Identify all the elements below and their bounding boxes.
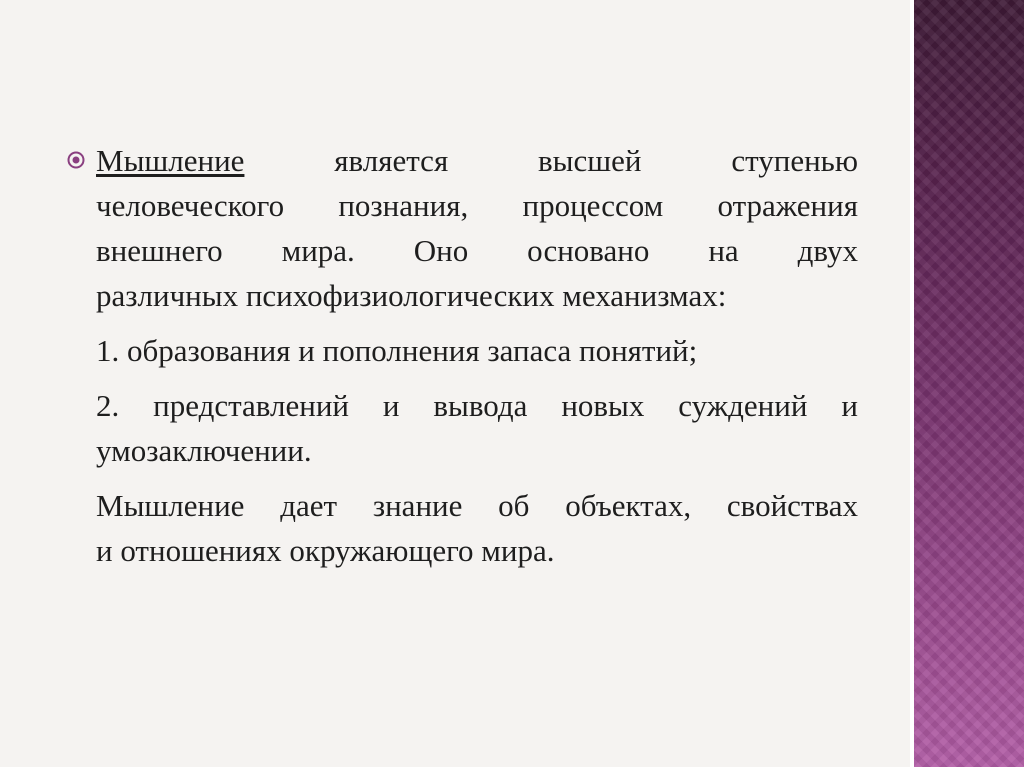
circle-dot-bullet-icon xyxy=(66,150,86,170)
word-highest: высшей xyxy=(538,143,642,178)
slide-text xyxy=(96,138,858,573)
definition-line-3: внешнего мира. Оно основано на двух xyxy=(96,233,858,268)
summary-line-1: Мышление дает знание об объектах, свойствах xyxy=(96,488,858,523)
definition-line-2: человеческого познания, процессом отражения xyxy=(96,188,858,223)
paragraph-summary xyxy=(96,483,858,573)
definition-line-4: различных психофизиологических механизмах: xyxy=(96,278,727,313)
definition-line-1 xyxy=(96,138,858,183)
list-item-1-text: 1. образования и пополнения запаса понятий; xyxy=(96,333,698,368)
paragraph-definition xyxy=(96,138,858,318)
term-thinking: Мышление xyxy=(96,143,245,178)
list-item-2 xyxy=(96,383,858,473)
list-item-2-line-2: умозаключении. xyxy=(96,433,312,468)
decorative-side-band xyxy=(914,0,1024,767)
word-step: ступенью xyxy=(731,143,858,178)
summary-line-2: и отношениях окружающего мира. xyxy=(96,533,555,568)
list-item-2-line-1: 2. представлений и вывода новых суждений и xyxy=(96,388,858,423)
word-is: является xyxy=(334,143,449,178)
list-item-1 xyxy=(96,328,858,373)
